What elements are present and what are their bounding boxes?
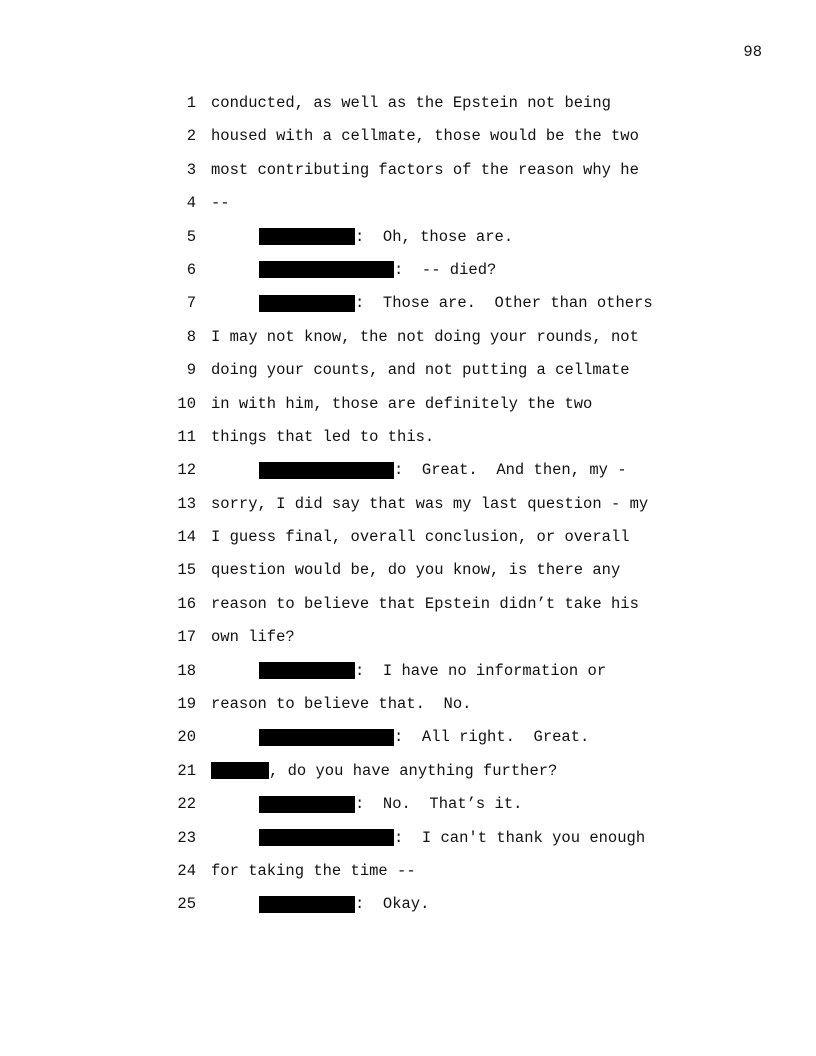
transcript-line (170, 192, 690, 225)
line-text: in with him, those are definitely the two (211, 394, 593, 413)
transcript-line (170, 326, 690, 359)
line-text: : Oh, those are. (355, 227, 514, 246)
line-number: 25 (177, 895, 196, 914)
line-text: doing your counts, and not putting a cellmate (211, 361, 630, 380)
transcript-line (170, 459, 690, 492)
line-number: 15 (177, 561, 196, 580)
transcript-line (170, 92, 690, 125)
redaction-bar (259, 896, 355, 913)
page-number: 98 (743, 43, 762, 61)
transcript-body (170, 92, 690, 927)
transcript-line (170, 426, 690, 459)
line-text: : I can't thank you enough (394, 828, 646, 847)
line-number: 1 (186, 94, 196, 112)
transcript-line (170, 726, 690, 759)
transcript-line (170, 593, 690, 626)
redaction-bar (259, 829, 394, 846)
transcript-line (170, 893, 690, 926)
line-number: 17 (177, 628, 196, 647)
transcript-line (170, 125, 690, 158)
redaction-bar (259, 261, 394, 278)
line-number: 19 (177, 695, 196, 714)
line-number: 20 (177, 728, 196, 747)
transcript-line (170, 827, 690, 860)
line-text: I guess final, overall conclusion, or overall (211, 528, 630, 547)
line-number: 10 (177, 394, 196, 413)
speaker-line (259, 726, 589, 748)
line-text: : All right. Great. (394, 728, 590, 747)
line-text: own life? (211, 628, 295, 647)
line-number: 5 (186, 227, 196, 246)
line-text: : I have no information or (355, 661, 607, 680)
line-number: 22 (177, 795, 196, 814)
line-text: things that led to this. (211, 427, 435, 446)
line-number: 16 (177, 594, 196, 613)
line-text: : Okay. (355, 895, 430, 914)
line-text: sorry, I did say that was my last question - my (211, 494, 649, 513)
redaction-bar (259, 295, 355, 312)
line-text: I may not know, the not doing your rounds, not (211, 327, 639, 346)
line-text: question would be, do you know, is there any (211, 561, 621, 580)
line-text: : No. That’s it. (355, 795, 523, 814)
line-number: 11 (177, 427, 196, 446)
speaker-line (259, 893, 429, 915)
transcript-line (170, 693, 690, 726)
transcript-line (170, 259, 690, 292)
line-number: 23 (177, 828, 196, 847)
line-text: most contributing factors of the reason why he (211, 160, 639, 179)
transcript-line (170, 393, 690, 426)
line-text: : Great. And then, my - (394, 461, 627, 480)
line-number: 8 (186, 327, 196, 346)
line-text: housed with a cellmate, those would be the two (211, 127, 639, 146)
transcript-line (170, 226, 690, 259)
transcript-line (170, 292, 690, 325)
line-text: : -- died? (394, 260, 497, 279)
transcript-line (170, 559, 690, 592)
line-text: -- (211, 194, 230, 213)
line-number: 6 (186, 260, 196, 279)
redaction-bar (259, 462, 394, 479)
speaker-line (259, 827, 645, 849)
line-number: 24 (177, 861, 196, 880)
redaction-bar (259, 796, 355, 813)
redaction-bar (259, 228, 355, 245)
transcript-line (170, 526, 690, 559)
line-number: 4 (186, 194, 196, 213)
redaction-bar (259, 662, 355, 679)
speaker-line (259, 459, 627, 481)
line-number: 2 (186, 127, 196, 146)
redaction-bar (211, 762, 269, 779)
line-text: reason to believe that. No. (211, 695, 472, 714)
redacted-name-line (211, 760, 557, 782)
transcript-line (170, 860, 690, 893)
transcript-line (170, 660, 690, 693)
line-number: 21 (177, 761, 196, 780)
transcript-line (170, 793, 690, 826)
transcript-line (170, 626, 690, 659)
line-text: for taking the time -- (211, 861, 416, 880)
line-number: 9 (186, 361, 196, 380)
line-number: 7 (186, 294, 196, 313)
transcript-line (170, 359, 690, 392)
line-number: 18 (177, 661, 196, 680)
speaker-line (259, 226, 513, 248)
line-text: conducted, as well as the Epstein not being (211, 94, 611, 112)
transcript-line (170, 760, 690, 793)
line-number: 12 (177, 461, 196, 480)
line-text: , do you have anything further? (269, 761, 558, 780)
line-text: : Those are. Other than others (355, 294, 653, 313)
line-number: 13 (177, 494, 196, 513)
speaker-line (259, 660, 606, 682)
line-number: 3 (186, 160, 196, 179)
line-text: reason to believe that Epstein didn’t take his (211, 594, 639, 613)
transcript-line (170, 493, 690, 526)
speaker-line (259, 292, 653, 314)
speaker-line (259, 259, 496, 281)
redaction-bar (259, 729, 394, 746)
transcript-line (170, 159, 690, 192)
line-number: 14 (177, 528, 196, 547)
speaker-line (259, 793, 522, 815)
